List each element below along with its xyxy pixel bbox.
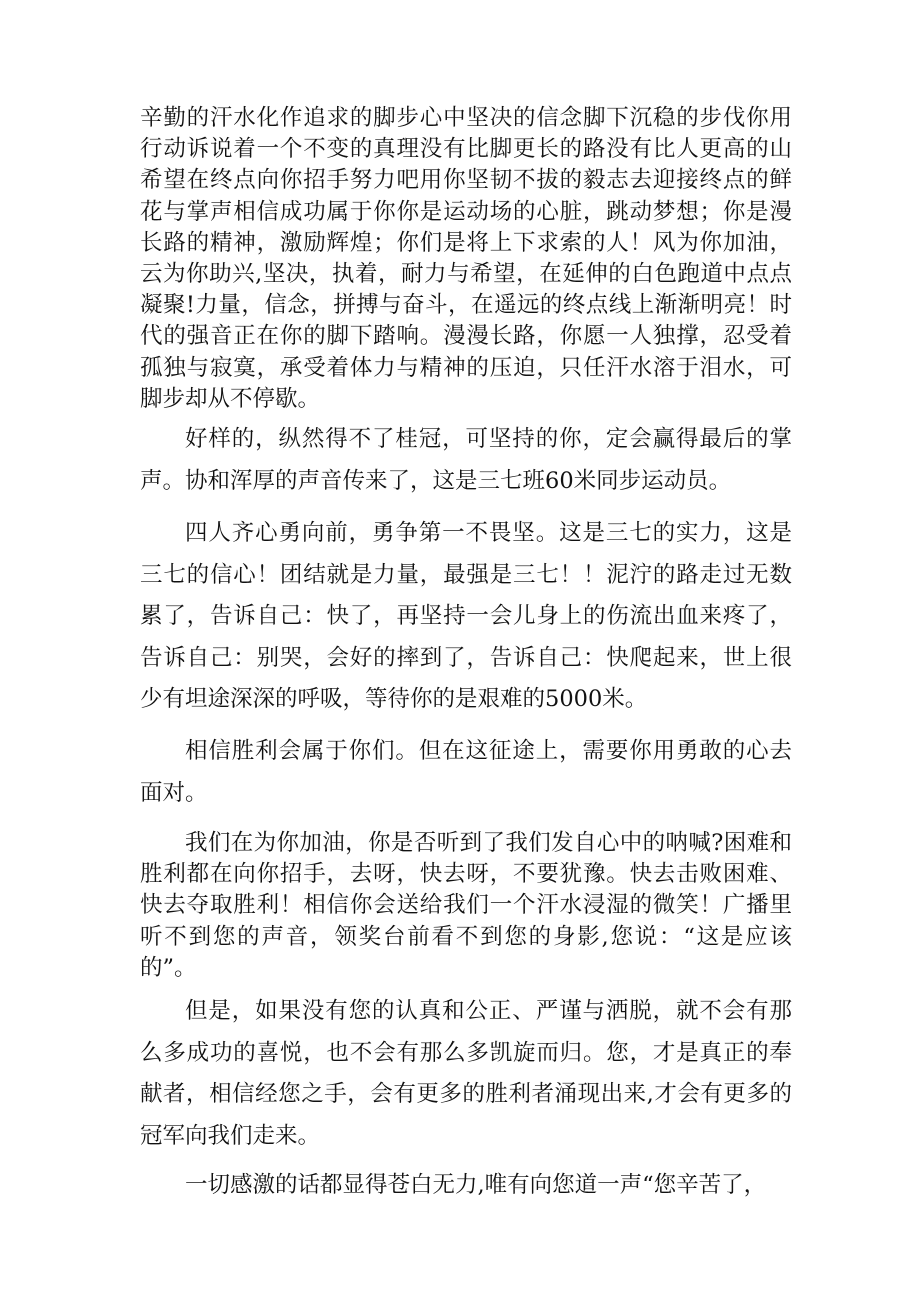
- paragraph-4: 相信胜利会属于你们。但在这征途上，需要你用勇敢的心去面对。: [140, 738, 792, 806]
- paragraph-5: 我们在为你加油，你是否听到了我们发自心中的呐喊?困难和胜利都在向你招手，去呀，快去呀，不要犹豫。快去击败困难、快去夺取胜利！相信你会送给我们一个汗水浸湿的微笑！广播里听不到您的声音，领奖台前看不到您的身影,您说：“这是应该的”。: [140, 830, 792, 981]
- paragraph-1: 辛勤的汗水化作追求的脚步心中坚决的信念脚下沉稳的步伐你用行动诉说着一个不变的真理没有比脚更长的路没有比人更高的山希望在终点向你招手努力吧用你坚韧不拔的毅志去迎接终点的鲜花与掌声相信成功属于你你是运动场的心脏，跳动梦想；你是漫长路的精神，激励辉煌；你们是将上下求索的人！风为你加油，云为你助兴,坚决，执着，耐力与希望，在延伸的白色跑道中点点凝聚!力量，信念，拼搏与奋斗，在遥远的终点线上渐渐明亮！时代的强音正在你的脚下踏响。漫漫长路，你愿一人独撑，忍受着孤独与寂寞，承受着体力与精神的压迫，只任汗水溶于泪水，可脚步却从不停歇。: [140, 105, 792, 412]
- paragraph-2: 好样的，纵然得不了桂冠，可坚持的你，定会赢得最后的掌声。协和浑厚的声音传来了，这是三七班60米同步运动员。: [140, 426, 792, 494]
- paragraph-6: 但是，如果没有您的认真和公正、严谨与洒脱，就不会有那么多成功的喜悦，也不会有那么多凯旋而归。您，才是真正的奉献者，相信经您之手，会有更多的胜利者涌现出来,才会有更多的冠军向我们走来。: [140, 998, 792, 1149]
- paragraph-7: 一切感激的话都显得苍白无力,唯有向您道一声“您辛苦了，: [185, 1172, 767, 1198]
- paragraph-3: 四人齐心勇向前，勇争第一不畏坚。这是三七的实力，这是三七的信心！团结就是力量，最强是三七！！泥泞的路走过无数累了，告诉自己：快了，再坚持一会儿身上的伤流出血来疼了，告诉自己：别哭，会好的摔到了，告诉自己：快爬起来，世上很少有坦途深深的呼吸，等待你的是艰难的5000米。: [140, 520, 792, 712]
